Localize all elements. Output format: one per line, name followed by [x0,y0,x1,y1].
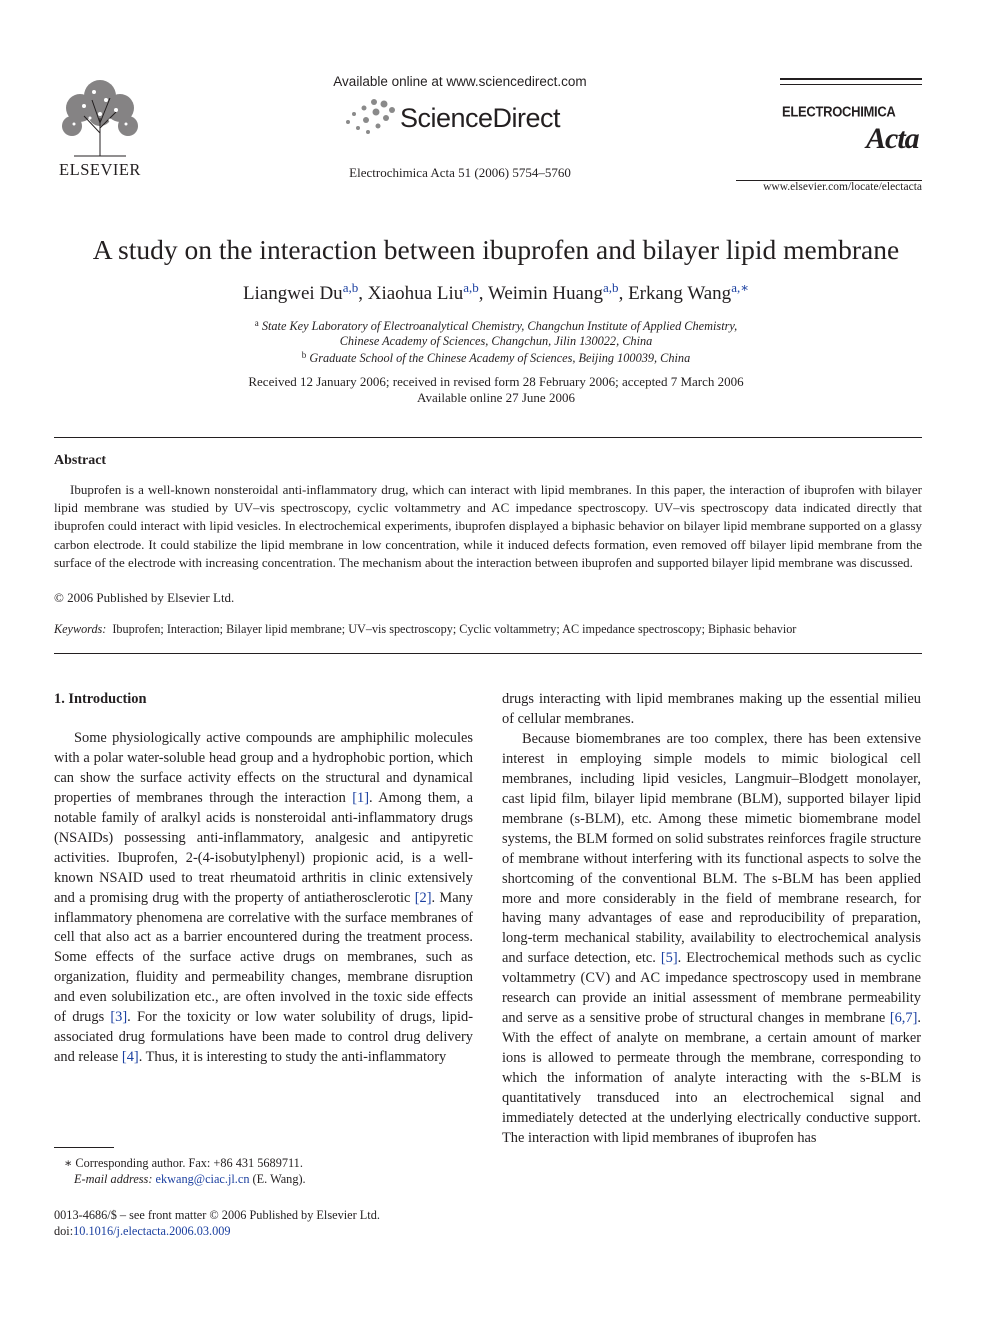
keywords-label: Keywords: [54,622,107,636]
author-name: Xiaohua Liu [367,283,464,304]
keywords-list: Ibuprofen; Interaction; Bilayer lipid membrane; UV–vis spectroscopy; Cyclic voltammetry; AC impedance spectroscopy; Biphasic behavior [112,622,797,636]
affiliation-b [40,350,952,366]
section-heading: 1. Introduction [54,691,147,707]
paragraph [502,730,921,1149]
issn-line: 0013-4686/$ – see front matter © 2006 Published by Elsevier Ltd. [54,1208,380,1222]
left-column [54,690,473,1068]
author-separator: , [618,283,629,304]
corresponding-author-note [54,1155,303,1171]
citation-link[interactable]: [2] [414,889,432,906]
affiliation-a-line2: Chinese Academy of Sciences, Changchun, Jilin 130022, China [339,334,653,348]
journal-logo-acta: Acta [866,122,919,155]
publisher-name: ELSEVIER [59,160,141,179]
paragraph-text: . Thus, it is interesting to study the anti-inflammatory [138,1049,447,1066]
abstract-bottom-rule [54,653,922,654]
received-dates: Received 12 January 2006; received in revised form 28 February 2006; accepted 7 March 2006 [248,374,744,389]
journal-logo-rule [780,78,922,80]
paragraph-text: . With the effect of analyte on membrane, a certain amount of marker ions is allowed to permeate through the membrane, corresponding to which the information of analyte interacting with the s-BLM is quantitatively transduced into an electrochemical signal and immediately detected at the underlying electrically conductive support. The interaction with lipid membranes of ibuprofen has [502,1010,921,1146]
journal-citation: Electrochimica Acta 51 (2006) 5754–5760 [349,165,571,180]
affiliation-a [40,318,952,334]
journal-url[interactable]: www.elsevier.com/locate/electacta [763,181,922,193]
footnote-rule [54,1147,114,1148]
paragraph-text: Some physiologically active compounds are amphiphilic molecules with a polar water-soluble head group and a hydrophobic portion, which can show the surface activity effects on the structural and dynamical properties of membranes through the interaction [54,729,473,806]
journal-logo-rule [780,84,922,85]
elsevier-tree-logo [54,78,146,158]
email-label: E-mail address: [74,1172,153,1186]
doi-link[interactable]: 10.1016/j.electacta.2006.03.009 [73,1224,231,1238]
abstract-copyright: © 2006 Published by Elsevier Ltd. [54,590,235,605]
author-list [40,280,952,305]
journal-logo-name: ELECTROCHIMICA [782,102,896,121]
author-affil-mark[interactable]: a,b [463,280,479,295]
article-title: A study on the interaction between ibuprofen and bilayer lipid membrane [92,234,900,265]
paragraph-text: . Many inflammatory phenomena are correlative with the surface membranes of cell that also act as a barrier encountered during the treatment process. Some effects of the surface active drugs on membranes, such as organization, fluidity and permeability changes, membrane disruption and even solubilization etc., are often involved in the toxic side effects of drugs [54,889,473,1026]
footnote-star: ∗ [64,1156,73,1170]
affiliation-text: State Key Laboratory of Electroanalytical Chemistry, Changchun Institute of Applied Chemistry, [261,319,738,333]
affiliation-text: Graduate School of the Chinese Academy of Sciences, Beijing 100039, China [309,351,691,365]
abstract-body [54,481,922,572]
abstract-heading: Abstract [54,453,107,468]
citation-link[interactable]: [5] [660,950,678,967]
doi-label: doi: [54,1224,74,1238]
paragraph-text: . Among them, a notable family of aralkyl acids is nonsteroidal anti-inflammatory drugs (NSAIDs) possessing anti-inflammatory, analgesic and antipyretic activities. Ibuprofen, 2-(4-isobutylphenyl) propionic acid, is a well-known NSAID used to treat rheumatoid arthritis in clinic extensively and a promising drug with the property of antiatherosclerotic [54,789,473,906]
citation-link[interactable]: [4] [121,1049,139,1066]
citation-link[interactable]: [6,7] [889,1010,918,1027]
author-separator: , [478,283,488,304]
doi-line [54,1224,231,1239]
keywords [54,622,922,637]
citation-link[interactable]: [3] [110,1009,128,1026]
sciencedirect-logo-text: ScienceDirect [400,103,561,133]
paragraph [54,729,473,1068]
email-suffix: (E. Wang). [249,1172,306,1186]
author-name: Weimin Huang [487,283,604,304]
author-name: Liangwei Du [242,283,343,304]
author-affil-mark[interactable]: a,∗ [731,280,750,295]
available-online-date: Available online 27 June 2006 [417,390,575,405]
abstract-text: Ibuprofen is a well-known nonsteroidal anti-inflammatory drug, which can interact with lipid membranes. In this paper, the interaction of ibuprofen with bilayer lipid membrane was studied by UV–vis spectroscopy, cyclic voltammetry and AC impedance spectroscopy. UV–vis spectroscopy data indicated directly that ibuprofen could interact with lipid vesicles. In electrochemical experiments, ibuprofen displayed a biphasic behavior on bilayer lipid membrane supported on a glassy carbon electrode. It could stabilize the lipid membrane in low concentration, while it induced defects formation, even removed off bilayer lipid membrane from the surface of the electrode with increasing concentration. The mechanism about the interaction between ibuprofen and supported bilayer lipid membrane was discussed. [54,482,922,570]
available-online-text: Available online at www.sciencedirect.com [333,74,587,89]
affiliation-mark: a [254,318,259,328]
email-link[interactable]: ekwang@ciac.jl.cn [155,1172,250,1186]
citation-link[interactable]: [1] [352,789,370,806]
author-separator: , [358,283,368,304]
affiliation-mark: b [301,350,307,360]
paragraph-text: Because biomembranes are too complex, there has been extensive interest in employing simple models to mimic biological cell membranes, including lipid vesicles, Langmuir–Blodgett monolayer, cast lipid film, bilayer lipid membrane (BLM), supported bilayer lipid membrane (s-BLM), etc. Among these mimetic biomembrane model systems, the BLM formed on solid substrates reinforces fragile structure of membrane without interfering with its functional aspects to solve the shortcoming of the conventional BLM. The s-BLM has been applied more and more considerably in the field of membrane research, for having many advantages of ease and reproducibility of preparation, long-term mechanical stability, availability to electrochemical analysis and surface detection, etc. [502,730,921,967]
footnote-text: Corresponding author. Fax: +86 431 5689711. [72,1156,303,1170]
email-note [74,1171,306,1187]
author-affil-mark[interactable]: a,b [603,280,619,295]
author-affil-mark[interactable]: a,b [342,280,359,295]
paragraph-text: . Electrochemical methods such as cyclic voltammetry (CV) and AC impedance spectroscopy used in membrane research can provide an initial assessment of membrane permeability and serve as a sensitive probe of structural changes in membrane [502,950,921,1027]
paragraph: drugs interacting with lipid membranes making up the essential milieu of cellular membranes. [502,691,921,727]
paragraph-text: . For the toxicity or low water solubility of drugs, lipid-associated drug formulations have been made to control drug delivery and release [54,1009,473,1066]
right-column [502,690,921,1149]
author-name: Erkang Wang [628,283,732,304]
abstract-top-rule [54,437,922,438]
